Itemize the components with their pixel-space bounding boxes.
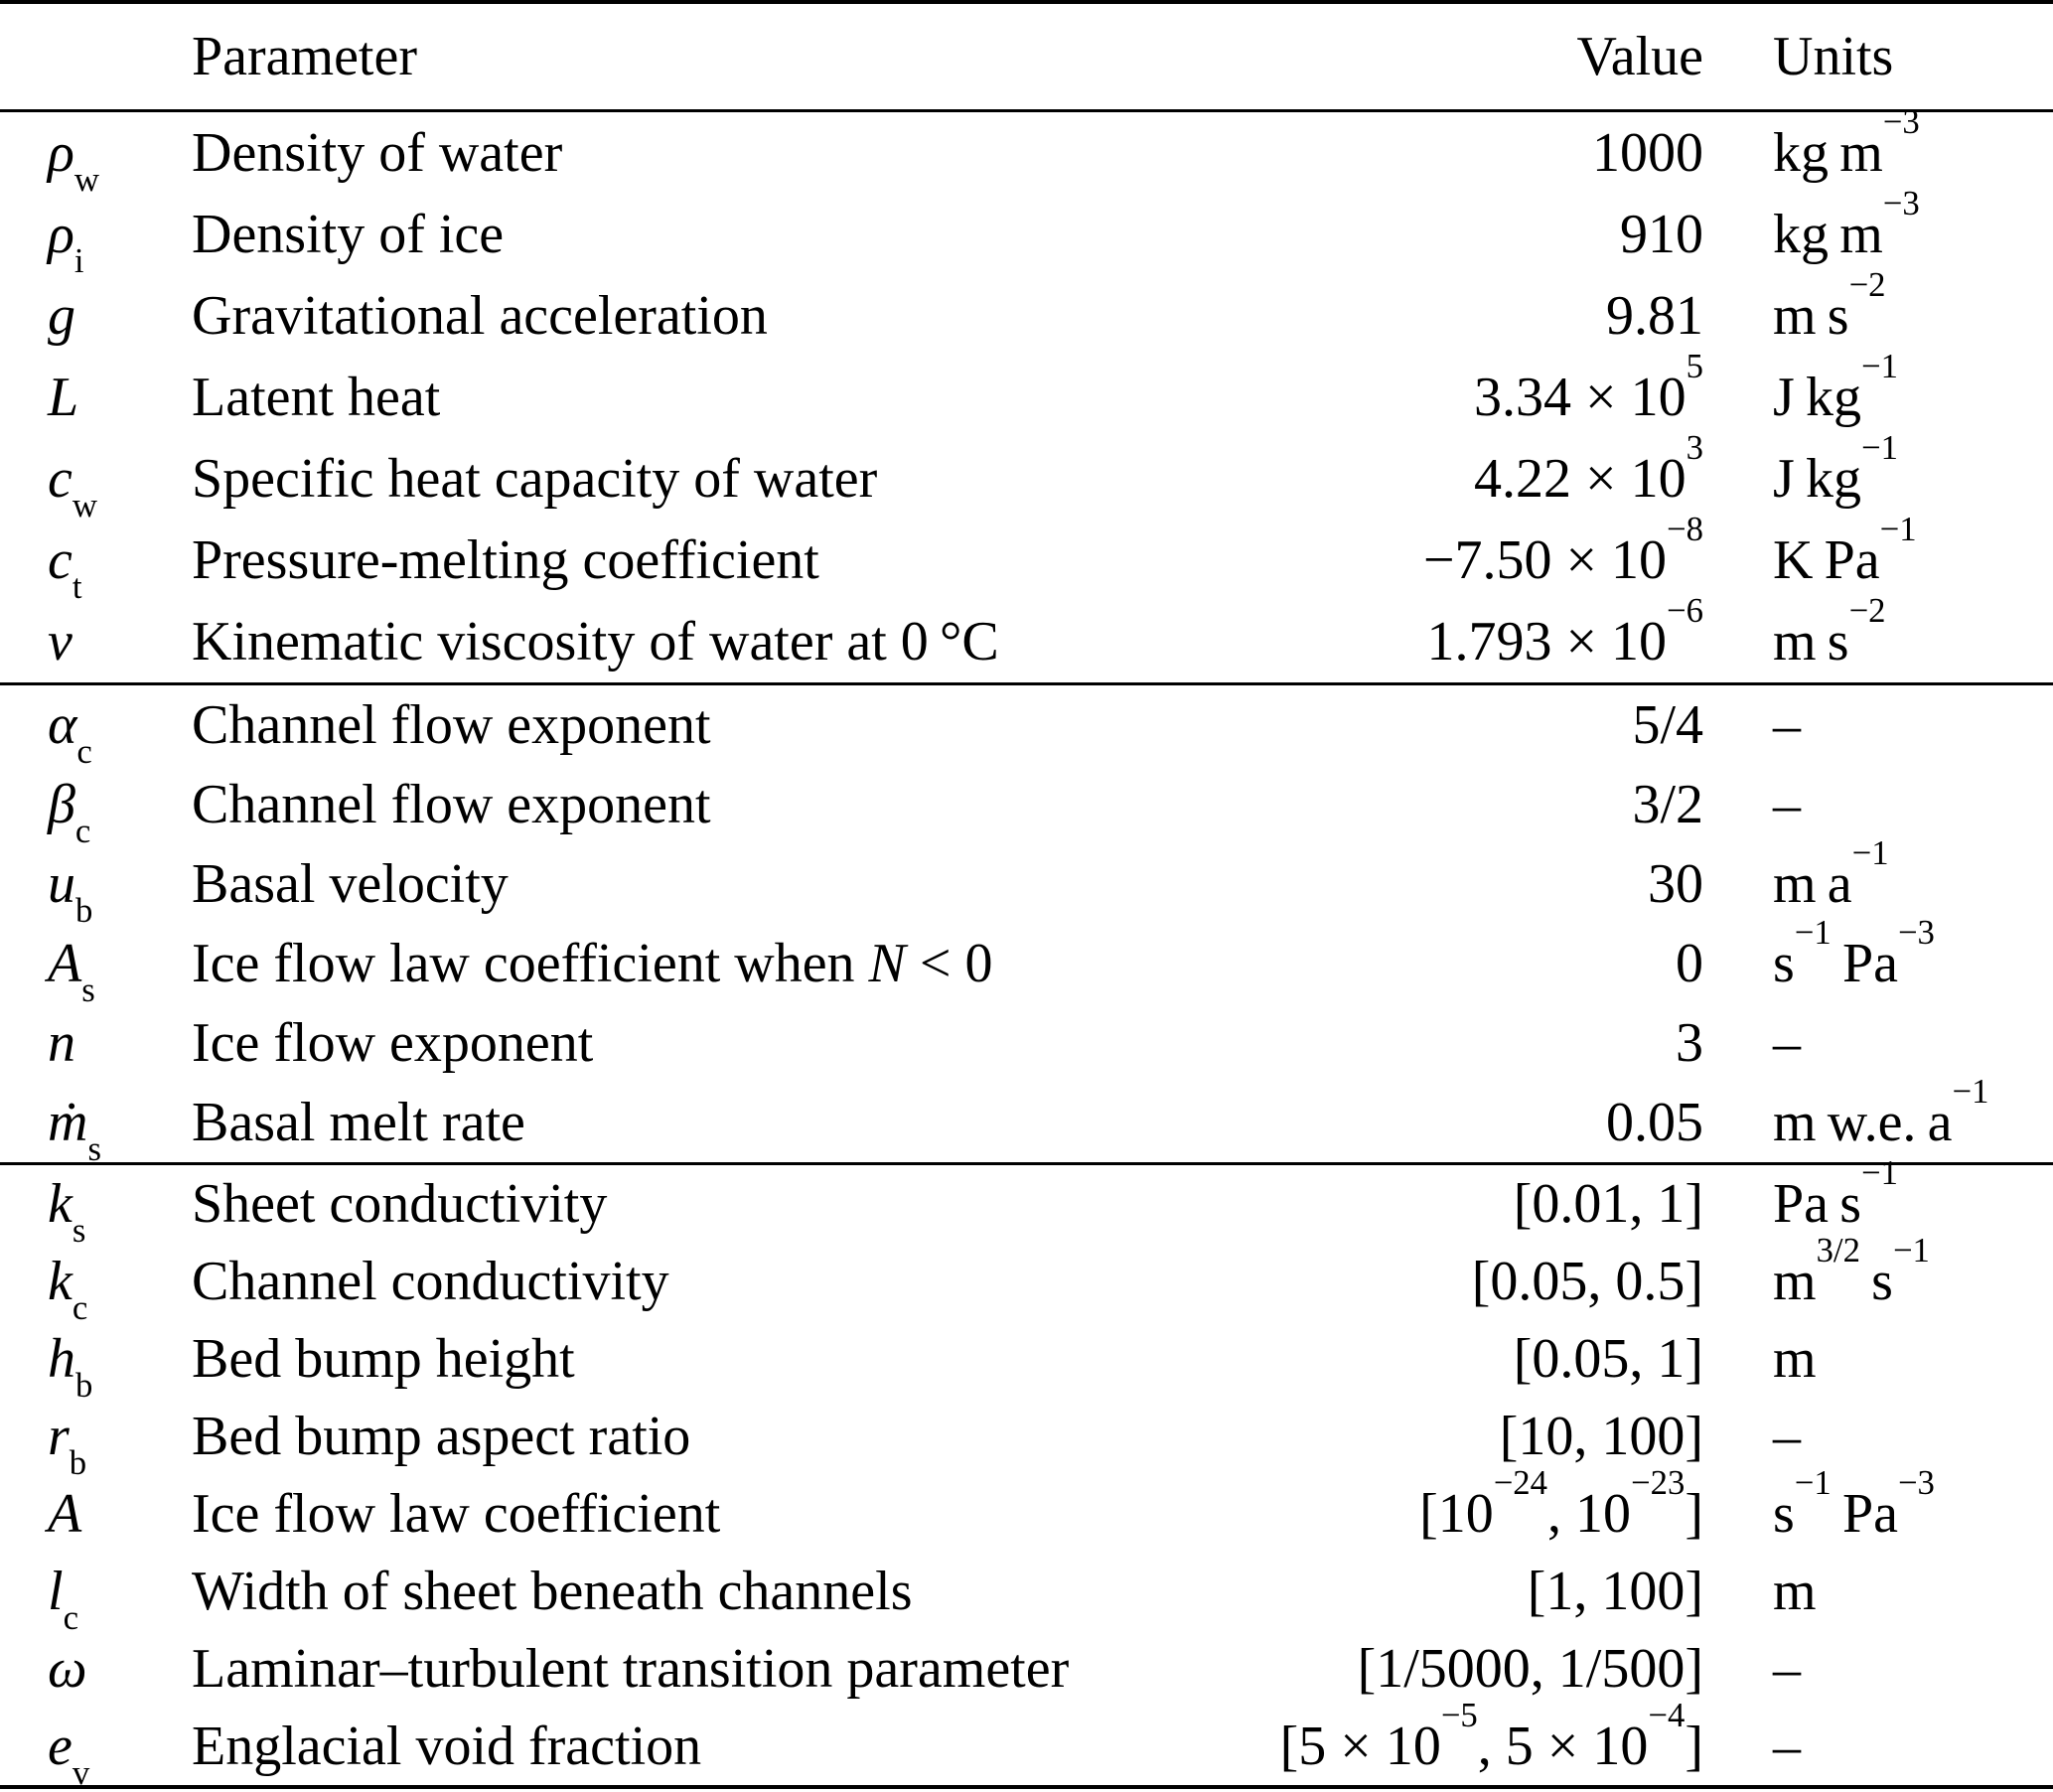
value-cell: 5/4 <box>1632 694 1703 756</box>
parameter-cell: Englacial void fraction <box>192 1716 702 1777</box>
bottom-rule <box>0 1785 2053 1789</box>
symbol-cell: $\alpha_c$ <box>48 694 92 771</box>
column-header-units: Units <box>1773 26 1894 87</box>
table-row <box>0 1696 2053 1792</box>
parameter-cell: Density of water <box>192 122 563 184</box>
parameter-cell: Bed bump aspect ratio <box>192 1406 691 1467</box>
value-cell: 0 <box>1676 933 1703 994</box>
value-cell: $4.22 \times 10^3$ <box>1474 428 1703 510</box>
value-cell: [0.05, 0.5] <box>1471 1251 1703 1312</box>
value-cell: 0.05 <box>1606 1092 1703 1153</box>
symbol-cell: $c_t$ <box>48 529 82 606</box>
symbol-cell: $r_b$ <box>48 1406 87 1482</box>
symbol-cell: $u_b$ <box>48 853 93 930</box>
symbol-cell: ṁ$_s$ <box>48 1092 101 1168</box>
table-row <box>0 265 2053 357</box>
column-header-value: Value <box>1576 26 1703 87</box>
symbol-cell: ν <box>48 611 73 672</box>
table-row <box>0 591 2053 682</box>
table-row <box>0 1153 2053 1250</box>
symbol-cell: ω <box>48 1638 87 1700</box>
table-row <box>0 510 2053 606</box>
value-cell: 9.81 <box>1606 285 1703 347</box>
column-header-parameter: Parameter <box>192 26 417 87</box>
parameter-cell: Laminar–turbulent transition parameter <box>192 1638 1070 1700</box>
units-cell: $s^{-1}$ $Pa^{-3}$ <box>1773 1463 1935 1545</box>
symbol-cell: $l_c$ <box>48 1561 78 1637</box>
units-cell: m $s^{-2}$ <box>1773 265 1886 347</box>
value-cell: $-7.50 \times 10^{-8}$ <box>1422 510 1703 591</box>
parameter-cell: Sheet conductivity <box>192 1173 608 1235</box>
table-section <box>0 685 2053 1168</box>
symbol-cell: L <box>48 367 79 428</box>
value-cell: [$5 \times 10^{-5}$, $5 \times 10^{-4}$] <box>1279 1696 1703 1777</box>
units-cell: m $a^{-1}$ <box>1773 833 1889 915</box>
value-cell: [1, 100] <box>1527 1561 1703 1622</box>
units-cell: m <box>1773 1328 1817 1390</box>
table-row <box>0 102 2053 199</box>
value-cell: $1.793 \times 10^{-6}$ <box>1426 591 1703 672</box>
table-row <box>0 833 2053 930</box>
units-cell: J $kg^{-1}$ <box>1773 347 1898 428</box>
parameter-cell: Channel flow exponent <box>192 694 711 756</box>
table-row <box>0 1398 2053 1482</box>
parameter-cell: Basal melt rate <box>192 1092 525 1153</box>
symbol-cell: g <box>48 285 75 347</box>
parameter-cell: Ice flow law coefficient <box>192 1483 721 1545</box>
parameter-cell: Width of sheet beneath channels <box>192 1561 913 1622</box>
parameter-cell: Channel flow exponent <box>192 774 711 835</box>
parameter-cell: Gravitational acceleration <box>192 285 768 347</box>
symbol-cell: A <box>48 1483 82 1545</box>
units-cell: J $kg^{-1}$ <box>1773 428 1898 510</box>
parameter-cell: Ice flow exponent <box>192 1012 594 1074</box>
units-cell: – <box>1773 774 1801 835</box>
units-cell: K $Pa^{-1}$ <box>1773 510 1917 591</box>
symbol-cell: $c_w$ <box>48 448 97 524</box>
parameter-cell: Basal velocity <box>192 853 509 915</box>
symbol-cell: $k_s$ <box>48 1173 86 1250</box>
table-row <box>0 685 2053 771</box>
value-cell: [0.01, 1] <box>1513 1173 1703 1235</box>
table-row <box>0 1003 2053 1083</box>
symbol-cell: $\rho_i$ <box>48 204 84 280</box>
table-row <box>0 1630 2053 1708</box>
table-row <box>0 184 2053 280</box>
parameter-cell: Latent heat <box>192 367 441 428</box>
table-row <box>0 1072 2053 1168</box>
value-cell: 910 <box>1620 204 1703 265</box>
value-cell: 3/2 <box>1632 774 1703 835</box>
table-header-row <box>0 4 2053 109</box>
symbol-cell: $\beta_c$ <box>48 774 91 850</box>
symbol-cell: $e_v$ <box>48 1716 90 1792</box>
table-section <box>0 102 2053 682</box>
table-row <box>0 1320 2053 1405</box>
value-cell: 3 <box>1676 1012 1703 1074</box>
value-cell: $3.34 \times 10^5$ <box>1474 347 1703 428</box>
value-cell: 30 <box>1648 853 1703 915</box>
table-row <box>0 765 2053 850</box>
parameter-cell: Bed bump height <box>192 1328 575 1390</box>
units-cell: – <box>1773 1716 1801 1777</box>
symbol-cell: $\rho_w$ <box>48 122 99 199</box>
parameter-cell: Ice flow law coefficient when N < 0 <box>192 933 993 994</box>
symbol-cell: n <box>48 1012 75 1074</box>
value-cell: [10, 100] <box>1499 1406 1703 1467</box>
table-row <box>0 1231 2053 1327</box>
table-section <box>0 1153 2053 1792</box>
units-cell: m w.e. $a^{-1}$ <box>1773 1072 1989 1153</box>
parameter-cell: Channel conductivity <box>192 1251 669 1312</box>
table-row <box>0 428 2053 524</box>
symbol-cell: $h_b$ <box>48 1328 93 1405</box>
value-cell: 1000 <box>1592 122 1703 184</box>
parameter-cell: Density of ice <box>192 204 505 265</box>
table-row <box>0 347 2053 438</box>
table-row <box>0 1553 2053 1637</box>
units-cell: kg $m^{-3}$ <box>1773 102 1920 184</box>
symbol-cell: $k_c$ <box>48 1251 88 1327</box>
units-cell: kg $m^{-3}$ <box>1773 184 1920 265</box>
units-cell: – <box>1773 1638 1801 1700</box>
units-cell: m $s^{-2}$ <box>1773 591 1886 672</box>
table-row <box>0 1463 2053 1553</box>
units-cell: $m^{3/2}$ $s^{-1}$ <box>1773 1231 1930 1312</box>
symbol-cell: $A_s$ <box>48 933 95 1009</box>
parameter-cell: Pressure-melting coefficient <box>192 529 819 591</box>
value-cell: [$10^{-24}$, $10^{-23}$] <box>1419 1463 1703 1545</box>
units-cell: – <box>1773 694 1801 756</box>
parameter-cell: Specific heat capacity of water <box>192 448 878 510</box>
value-cell: [0.05, 1] <box>1513 1328 1703 1390</box>
value-cell: [1/5000, 1/500] <box>1357 1638 1703 1700</box>
parameter-cell: Kinematic viscosity of water at 0 °C <box>192 611 999 672</box>
table-body <box>0 102 2053 1792</box>
units-cell: Pa $s^{-1}$ <box>1773 1153 1898 1235</box>
units-cell: $s^{-1}$ $Pa^{-3}$ <box>1773 913 1935 994</box>
units-cell: m <box>1773 1561 1817 1622</box>
units-cell: – <box>1773 1406 1801 1467</box>
units-cell: – <box>1773 1012 1801 1074</box>
table-row <box>0 913 2053 1009</box>
